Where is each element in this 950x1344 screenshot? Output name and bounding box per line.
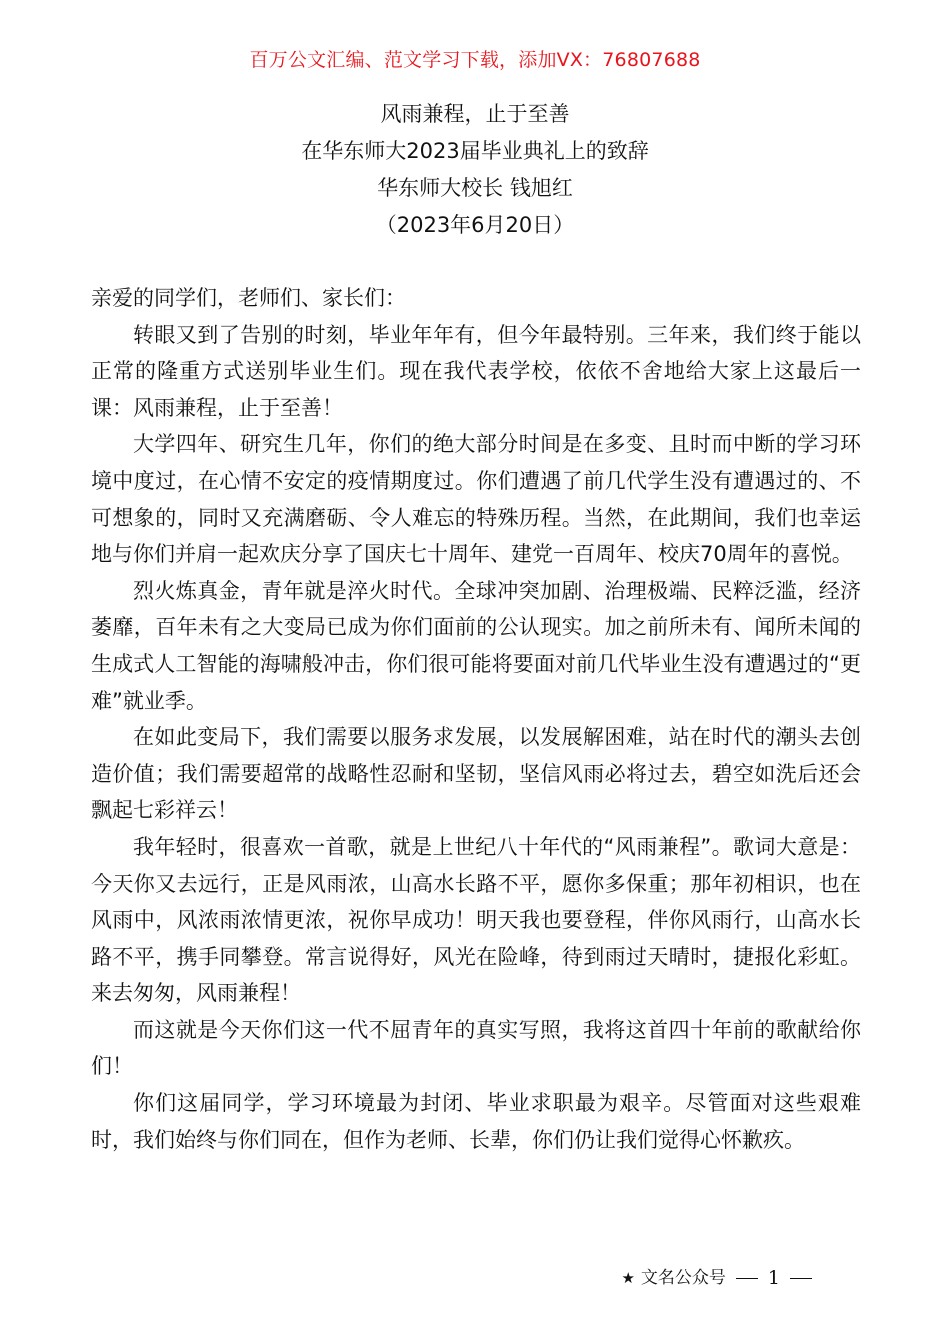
paragraph: 烈火炼真金，青年就是淬火时代。全球冲突加剧、治理极端、民粹泛滥，经济萎靡，百年未有之大变局已成为你们面前的公认现实。加之前所未有、闻所未闻的生成式人工智能的海啸般冲击，你们很可能将要面对前几代毕业生没有遭遇过的“更难”就业季。 <box>91 578 861 713</box>
star-icon: ★ <box>621 1269 635 1287</box>
title-block <box>0 96 950 244</box>
paragraph: 你们这届同学，学习环境最为封闭、毕业求职最为艰辛。尽管面对这些艰难时，我们始终与你们同在，但作为老师、长辈，你们仍让我们觉得心怀歉疚。 <box>91 1091 861 1152</box>
speech-subtitle: 在华东师大2023届毕业典礼上的致辞 <box>301 139 649 163</box>
page-number: 1 <box>767 1267 780 1289</box>
paragraph: 在如此变局下，我们需要以服务求发展，以发展解困难，站在时代的潮头去创造价值；我们需要超常的战略性忍耐和坚韧，坚信风雨必将过去，碧空如洗后还会飘起七彩祥云！ <box>91 725 861 823</box>
speech-date: （2023年6月20日） <box>375 213 575 237</box>
paragraph: 我年轻时，很喜欢一首歌，就是上世纪八十年代的“风雨兼程”。歌词大意是：今天你又去远行，正是风雨浓，山高水长路不平，愿你多保重；那年初相识，也在风雨中，风浓雨浓情更浓，祝你早成功！明天我也要登程，伴你风雨行，山高水长路不平，携手同攀登。常言说得好，风光在险峰，待到雨过天晴时，捷报化彩虹。来去匆匆，风雨兼程！ <box>91 834 861 1006</box>
paragraph: 而这就是今天你们这一代不屈青年的真实写照，我将这首四十年前的歌献给你们！ <box>91 1017 861 1079</box>
paragraph: 转眼又到了告别的时刻，毕业年年有，但今年最特别。三年来，我们终于能以正常的隆重方式送别毕业生们。现在我代表学校，依依不舍地给大家上这最后一课：风雨兼程，止于至善！ <box>91 322 861 420</box>
promo-banner: 百万公文汇编、范文学习下载，添加VX：76807688 <box>249 49 701 71</box>
speech-title: 风雨兼程，止于至善 <box>380 102 570 126</box>
footer-source: 文名公众号 <box>640 1268 726 1288</box>
dash-divider <box>790 1278 812 1279</box>
speech-author: 华东师大校长 钱旭红 <box>377 176 573 200</box>
page-footer <box>621 1264 822 1292</box>
speech-body <box>91 280 861 1158</box>
paragraph: 大学四年、研究生几年，你们的绝大部分时间是在多变、且时而中断的学习环境中度过，在心情不安定的疫情期度过。你们遭遇了前几代学生没有遭遇过的、不可想象的，同时又充满磨砺、令人难忘的特殊历程。当然，在此期间，我们也幸运地与你们并肩一起欢庆分享了国庆七十周年、建党一百周年、校庆70周年的喜悦。 <box>91 432 861 567</box>
salutation: 亲爱的同学们，老师们、家长们： <box>91 286 406 310</box>
dash-divider <box>736 1278 758 1279</box>
